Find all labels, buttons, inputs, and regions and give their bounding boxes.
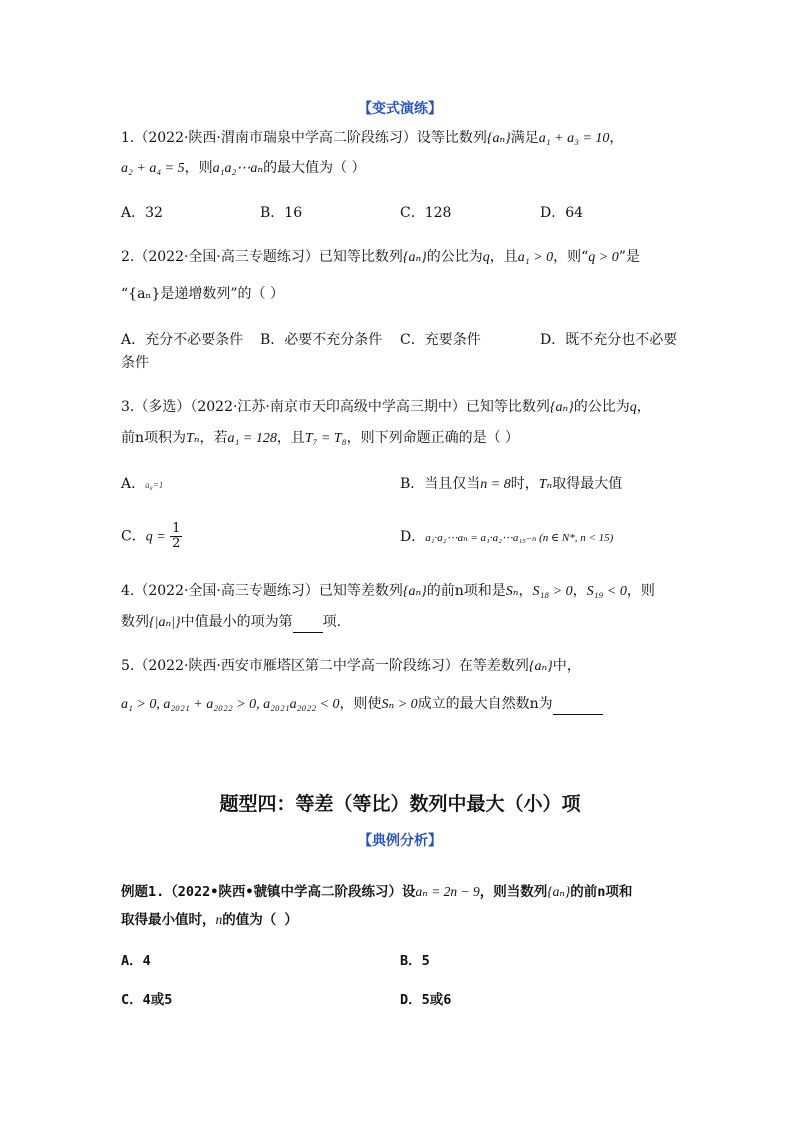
question-2-option-a[interactable]: A．充分不必要条件	[121, 332, 244, 348]
question-1-option-d[interactable]: D．64	[540, 205, 584, 221]
text: 项.	[322, 614, 342, 630]
question-4-line-1	[121, 581, 691, 602]
text: 取得最小值时，	[121, 912, 216, 928]
sequence-symbol: {aₙ}	[402, 250, 427, 265]
text: 的前n项和	[570, 884, 633, 900]
text: 前n项积为	[121, 430, 187, 446]
question-2-option-d[interactable]: D．既不充分也不必要	[540, 332, 678, 348]
text: 取得最大值	[552, 476, 623, 492]
text: ，则当数列	[479, 884, 548, 900]
condition-formula: a₁ = 128	[227, 431, 277, 446]
text: 数列	[121, 614, 149, 630]
question-5-line-1	[121, 656, 691, 677]
question-1-line-2	[121, 158, 691, 179]
question-3-line-1	[121, 397, 691, 418]
answer-blank[interactable]	[553, 694, 603, 715]
product-symbol: Tₙ	[186, 431, 200, 446]
sequence-symbol: {aₙ}	[547, 884, 571, 899]
example-1-source: 例题1.（2022•陕西•虢镇中学高二阶段练习）设	[121, 884, 416, 900]
section-label-variant-practice: 【变式演练】	[358, 101, 442, 117]
question-2-line-1	[121, 247, 691, 268]
example-1-line-1	[121, 882, 691, 902]
section-label-example-analysis: 【典例分析】	[358, 833, 442, 849]
text: ，	[636, 399, 651, 415]
question-4-source: 4.（2022·全国·高三专题练习）已知等差数列	[121, 583, 403, 599]
text: ，则	[626, 583, 655, 599]
option-label: D．	[400, 529, 426, 545]
option-label: A．	[121, 476, 146, 492]
text: ”是	[618, 249, 640, 265]
question-4-line-2	[121, 612, 691, 633]
ratio-symbol: q	[482, 250, 490, 265]
option-formula: a₁·a₂⋯aₙ = a₁·a₂⋯a₁₅₋ₙ (n ∈ N*, n < 15)	[425, 532, 614, 544]
question-1-option-a[interactable]: A．32	[121, 205, 163, 221]
question-2-line-2: “{aₙ}是递增数列”的（ ）	[121, 286, 284, 302]
ratio-symbol: q	[629, 400, 637, 415]
example-1-option-b[interactable]: B．5	[400, 953, 430, 969]
condition-formula: S₁₈ > 0	[532, 584, 573, 599]
text: ，	[518, 583, 533, 599]
fraction-numerator: 1	[172, 521, 181, 536]
question-5-source: 5.（2022·陕西·西安市雁塔区第二中学高一阶段练习）在等差数列	[121, 658, 529, 674]
option-formula: q =	[145, 529, 166, 545]
text: 的值为（ ）	[222, 912, 298, 928]
text: 的公比为	[573, 399, 630, 415]
product-formula: a₁a₂⋯aₙ	[212, 161, 264, 176]
text: 时，	[510, 476, 539, 492]
example-1-option-a[interactable]: A．4	[121, 953, 151, 969]
condition-formula: T₇ = T₈	[304, 431, 347, 446]
option-label: B．当且仅当	[400, 476, 481, 492]
option-formula: n = 8	[480, 477, 511, 492]
text: ，则使	[339, 696, 382, 712]
text: ，则“	[553, 249, 589, 265]
text: 的公比为	[426, 249, 483, 265]
option-label: C．	[121, 528, 146, 545]
question-1-source: 1.（2022·陕西·渭南市瑞泉中学高二阶段练习）设等比数列	[121, 130, 487, 146]
option-formula: a₈=1	[145, 480, 164, 490]
condition-formula: a₁ > 0, a₂₀₂₁ + a₂₀₂₂ > 0, a₂₀₂₁a₂₀₂₂ < 0	[121, 697, 340, 712]
question-3-option-a[interactable]	[121, 474, 163, 495]
sum-symbol: Sₙ	[505, 584, 519, 599]
variable-n: n	[215, 912, 223, 927]
text: ，则	[184, 160, 213, 176]
question-3-option-d[interactable]	[400, 527, 613, 548]
text: 中值最小的项为第	[180, 614, 293, 630]
sequence-symbol: {aₙ}	[549, 400, 574, 415]
example-1-option-c[interactable]: C．4或5	[121, 992, 173, 1008]
question-1-option-c[interactable]: C．128	[400, 205, 452, 221]
text: ，则下列命题正确的是（ ）	[346, 430, 520, 446]
question-5-line-2	[121, 694, 691, 715]
text: ，且	[276, 430, 305, 446]
answer-blank[interactable]	[293, 612, 323, 633]
example-1-option-d[interactable]: D．5或6	[400, 992, 452, 1008]
question-3-option-b[interactable]	[400, 474, 622, 495]
question-2-option-b[interactable]: B．必要不充分条件	[260, 332, 383, 348]
question-2-option-d-wrap: 条件	[121, 355, 149, 371]
text: 满足	[510, 130, 539, 146]
question-1-line-1	[121, 128, 691, 149]
question-3-option-c[interactable]	[121, 522, 182, 551]
sequence-symbol: {aₙ}	[528, 659, 553, 674]
text: 中，	[552, 658, 581, 674]
question-2-source: 2.（2022·全国·高三专题练习）已知等比数列	[121, 249, 403, 265]
question-3-line-2	[121, 428, 691, 449]
section-title-type-four: 题型四：等差（等比）数列中最大（小）项	[219, 793, 581, 815]
text: 成立的最大自然数n为	[417, 696, 553, 712]
text: 的最大值为（ ）	[263, 160, 366, 176]
sum-condition: Sₙ > 0	[381, 697, 418, 712]
abs-sequence-symbol: {|aₙ|}	[149, 615, 181, 630]
sequence-symbol: {aₙ}	[486, 131, 511, 146]
product-symbol: Tₙ	[538, 477, 553, 492]
fraction-one-half	[170, 522, 182, 551]
question-2-option-c[interactable]: C．充要条件	[400, 332, 481, 348]
example-1-line-2	[121, 910, 691, 930]
question-3-source: 3.（多选）（2022·江苏·南京市天印高级中学高三期中）已知等比数列	[121, 399, 550, 415]
text: ，	[609, 130, 624, 146]
condition-formula: a₁ > 0	[517, 250, 554, 265]
text: ，且	[489, 249, 518, 265]
condition-formula: a₁ + a₃ = 10	[538, 131, 610, 146]
text: 的前n项和是	[426, 583, 506, 599]
question-1-option-b[interactable]: B．16	[260, 205, 303, 221]
fraction-denominator: 2	[172, 536, 181, 551]
sequence-symbol: {aₙ}	[402, 584, 427, 599]
condition-formula: a₂ + a₄ = 5	[121, 161, 185, 176]
general-term-formula: aₙ = 2n − 9	[415, 884, 480, 899]
text: ，	[572, 583, 587, 599]
condition-formula: q > 0	[588, 250, 619, 265]
condition-formula: S₁₉ < 0	[586, 584, 627, 599]
text: ，若	[199, 430, 228, 446]
